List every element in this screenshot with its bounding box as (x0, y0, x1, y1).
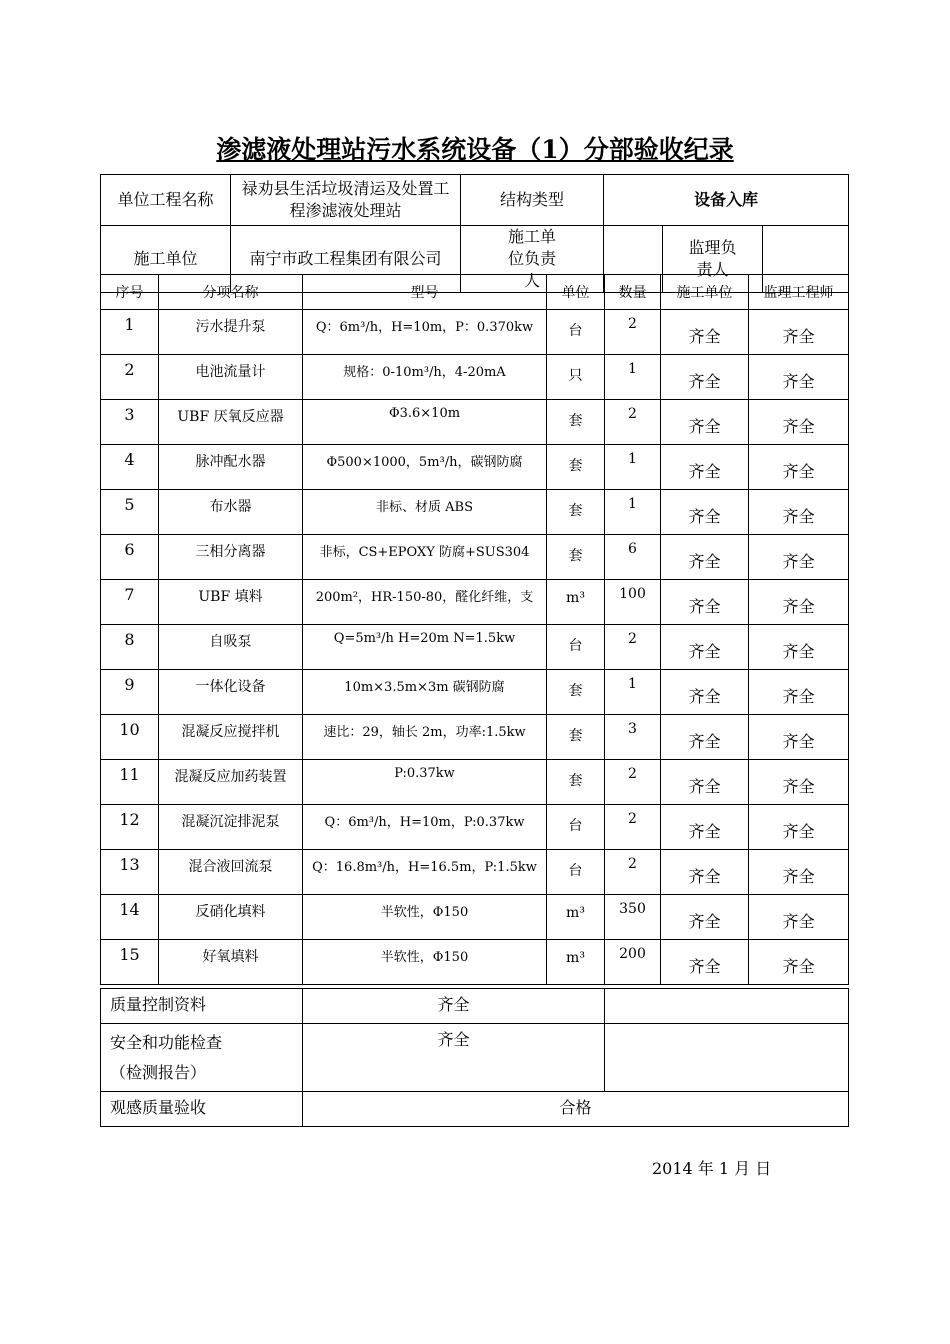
item-unit: 套 (547, 445, 605, 490)
supervisor-check: 齐全 (749, 400, 849, 445)
structure-type-value: 设备入库 (604, 175, 849, 226)
row-number: 11 (101, 760, 159, 805)
visual-quality-value: 合格 (303, 1092, 849, 1127)
item-name: 布水器 (159, 490, 303, 535)
contractor-check: 齐全 (661, 895, 749, 940)
column-header: 分项名称 (159, 275, 303, 310)
table-row (101, 445, 849, 490)
item-quantity: 2 (605, 625, 661, 670)
contractor-check: 齐全 (661, 760, 749, 805)
item-unit: 台 (547, 850, 605, 895)
item-model: Q：16.8m³/h，H=16.5m，P:1.5kw (303, 850, 547, 895)
item-model: 规格：0-10m³/h，4-20mA (303, 355, 547, 400)
row-number: 6 (101, 535, 159, 580)
table-row (101, 850, 849, 895)
project-name-label: 单位工程名称 (101, 175, 231, 226)
item-model: 非标、材质 ABS (303, 490, 547, 535)
row-number: 5 (101, 490, 159, 535)
item-name: 自吸泵 (159, 625, 303, 670)
supervisor-check: 齐全 (749, 310, 849, 355)
item-unit: m³ (547, 895, 605, 940)
supervisor-check: 齐全 (749, 670, 849, 715)
structure-type-label: 结构类型 (461, 175, 604, 226)
table-row (101, 760, 849, 805)
row-number: 10 (101, 715, 159, 760)
item-name: UBF 填料 (159, 580, 303, 625)
record-date: 2014 年 1 月 日 (652, 1159, 772, 1178)
supervisor-check: 齐全 (749, 805, 849, 850)
row-number: 2 (101, 355, 159, 400)
item-model: 非标，CS+EPOXY 防腐+SUS304 (303, 535, 547, 580)
item-model: Φ500×1000，5m³/h，碳钢防腐 (303, 445, 547, 490)
row-number: 13 (101, 850, 159, 895)
contractor-lead-label: 施工单位负责人 (461, 226, 604, 293)
item-unit: 套 (547, 490, 605, 535)
item-quantity: 2 (605, 805, 661, 850)
supervisor-check: 齐全 (749, 850, 849, 895)
item-quantity: 3 (605, 715, 661, 760)
contractor-check: 齐全 (661, 670, 749, 715)
table-row (101, 580, 849, 625)
row-number: 9 (101, 670, 159, 715)
item-model: Q=5m³/h H=20m N=1.5kw (303, 625, 547, 670)
item-quantity: 1 (605, 670, 661, 715)
row-number: 15 (101, 940, 159, 985)
row-number: 8 (101, 625, 159, 670)
supervisor-check: 齐全 (749, 445, 849, 490)
table-header-row (101, 275, 849, 310)
item-model: Q：6m³/h，H=10m，P:0.37kw (303, 805, 547, 850)
supervisor-check: 齐全 (749, 625, 849, 670)
item-name: 脉冲配水器 (159, 445, 303, 490)
contractor-check: 齐全 (661, 715, 749, 760)
item-model: Φ3.6×10m (303, 400, 547, 445)
supervisor-check: 齐全 (749, 490, 849, 535)
item-model: 10m×3.5m×3m 碳钢防腐 (303, 670, 547, 715)
table-row (101, 805, 849, 850)
table-row (101, 625, 849, 670)
safety-check-label (101, 1024, 303, 1092)
item-model: 半软性，Φ150 (303, 940, 547, 985)
item-quantity: 2 (605, 850, 661, 895)
safety-check-value: 齐全 (303, 1024, 605, 1092)
item-name: 污水提升泵 (159, 310, 303, 355)
item-name: 混凝反应加药装置 (159, 760, 303, 805)
table-row (101, 400, 849, 445)
supervisor-check: 齐全 (749, 355, 849, 400)
supervisor-lead-label: 监理负责人 (663, 226, 763, 293)
item-quantity: 1 (605, 355, 661, 400)
item-model: 200m²，HR-150-80，醛化纤维，支 (303, 580, 547, 625)
table-row (101, 895, 849, 940)
item-name: UBF 厌氧反应器 (159, 400, 303, 445)
project-name-value: 禄劝县生活垃圾清运及处置工程渗滤液处理站 (231, 175, 461, 226)
supervisor-check: 齐全 (749, 580, 849, 625)
item-unit: 套 (547, 670, 605, 715)
item-unit: 只 (547, 355, 605, 400)
column-header: 监理工程师 (749, 275, 849, 310)
contractor-check: 齐全 (661, 355, 749, 400)
item-unit: 套 (547, 400, 605, 445)
safety-check-title: 安全和功能检查 (110, 1033, 223, 1052)
item-quantity: 200 (605, 940, 661, 985)
item-quantity: 100 (605, 580, 661, 625)
contractor-check: 齐全 (661, 310, 749, 355)
item-unit: m³ (547, 580, 605, 625)
item-unit: m³ (547, 940, 605, 985)
quality-control-value: 齐全 (303, 989, 605, 1024)
item-quantity: 1 (605, 490, 661, 535)
item-unit: 台 (547, 625, 605, 670)
table-row (101, 310, 849, 355)
contractor-value: 南宁市政工程集团有限公司 (231, 226, 461, 293)
table-row (101, 940, 849, 985)
contractor-check: 齐全 (661, 850, 749, 895)
supervisor-check: 齐全 (749, 895, 849, 940)
table-row (101, 490, 849, 535)
contractor-check: 齐全 (661, 940, 749, 985)
item-unit: 台 (547, 805, 605, 850)
row-number: 14 (101, 895, 159, 940)
item-model: 速比：29，轴长 2m，功率:1.5kw (303, 715, 547, 760)
item-unit: 套 (547, 715, 605, 760)
table-row (101, 535, 849, 580)
safety-check-blank (605, 1024, 849, 1092)
supervisor-check: 齐全 (749, 535, 849, 580)
column-header: 序号 (101, 275, 159, 310)
item-unit: 套 (547, 760, 605, 805)
contractor-check: 齐全 (661, 580, 749, 625)
contractor-check: 齐全 (661, 535, 749, 580)
supervisor-check: 齐全 (749, 760, 849, 805)
supervisor-check: 齐全 (749, 940, 849, 985)
item-quantity: 2 (605, 760, 661, 805)
item-name: 混合液回流泵 (159, 850, 303, 895)
item-quantity: 6 (605, 535, 661, 580)
item-unit: 台 (547, 310, 605, 355)
visual-quality-label: 观感质量验收 (101, 1092, 303, 1127)
item-name: 一体化设备 (159, 670, 303, 715)
page-title: 渗滤液处理站污水系统设备（1）分部验收纪录 (216, 135, 734, 164)
row-number: 7 (101, 580, 159, 625)
row-number: 4 (101, 445, 159, 490)
quality-control-label: 质量控制资料 (101, 989, 303, 1024)
item-name: 混凝反应搅拌机 (159, 715, 303, 760)
safety-check-subtitle: （检测报告） (110, 1063, 207, 1082)
item-model: P:0.37kw (303, 760, 547, 805)
item-name: 混凝沉淀排泥泵 (159, 805, 303, 850)
equipment-table (100, 274, 849, 985)
table-row (101, 355, 849, 400)
item-name: 好氧填料 (159, 940, 303, 985)
column-header: 数量 (605, 275, 661, 310)
quality-control-blank (605, 989, 849, 1024)
summary-table (100, 988, 849, 1127)
item-name: 电池流量计 (159, 355, 303, 400)
contractor-check: 齐全 (661, 490, 749, 535)
item-quantity: 2 (605, 310, 661, 355)
column-header: 施工单位 (661, 275, 749, 310)
item-unit: 套 (547, 535, 605, 580)
contractor-check: 齐全 (661, 625, 749, 670)
item-quantity: 1 (605, 445, 661, 490)
row-number: 12 (101, 805, 159, 850)
column-header: 型号 (303, 275, 547, 310)
item-model: 半软性，Φ150 (303, 895, 547, 940)
item-quantity: 350 (605, 895, 661, 940)
item-model: Q：6m³/h，H=10m，P：0.370kw (303, 310, 547, 355)
contractor-check: 齐全 (661, 400, 749, 445)
column-header: 单位 (547, 275, 605, 310)
table-row (101, 670, 849, 715)
contractor-check: 齐全 (661, 445, 749, 490)
item-name: 反硝化填料 (159, 895, 303, 940)
row-number: 1 (101, 310, 159, 355)
row-number: 3 (101, 400, 159, 445)
table-row (101, 715, 849, 760)
item-name: 三相分离器 (159, 535, 303, 580)
supervisor-check: 齐全 (749, 715, 849, 760)
contractor-check: 齐全 (661, 805, 749, 850)
contractor-label: 施工单位 (101, 226, 231, 293)
item-quantity: 2 (605, 400, 661, 445)
